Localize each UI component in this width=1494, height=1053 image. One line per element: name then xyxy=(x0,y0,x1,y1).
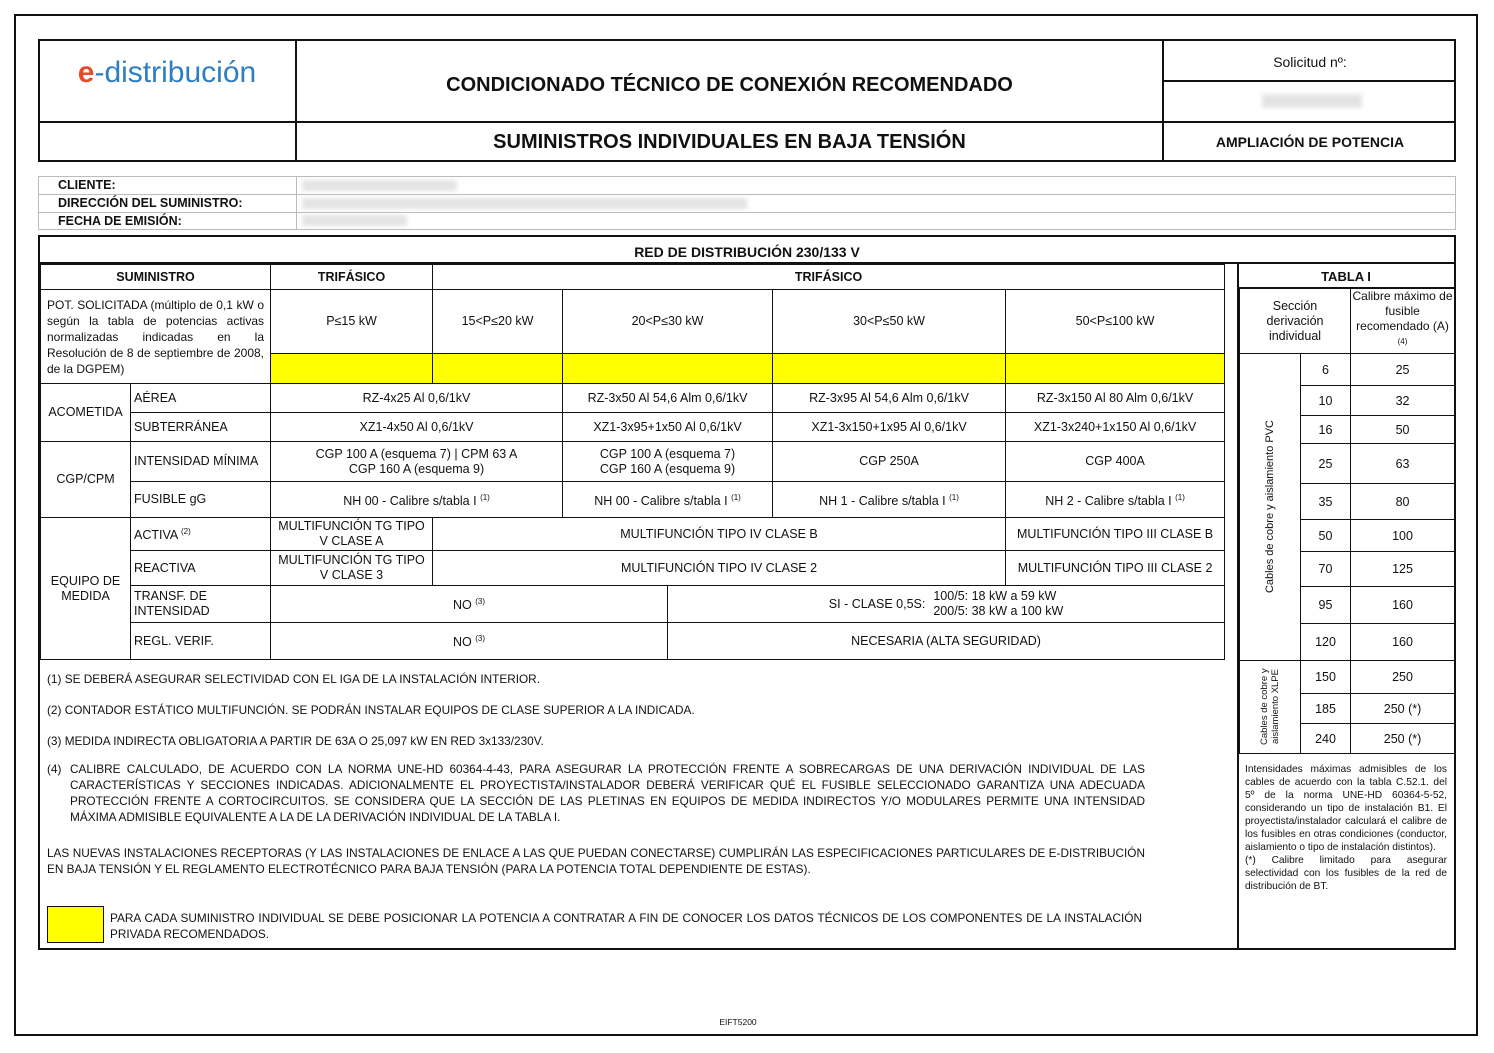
tabla-cell: 160 xyxy=(1351,587,1455,624)
fus-text: NH 00 - Calibre s/tabla I xyxy=(594,494,728,509)
tabla-note-text: Intensidades máximas admisibles de los cables de acuerdo con la tabla C.52.1. del 5º de la norma UNE-HD 60364-5-52, considerando un tipo de instalación B1. El proyectista/instalador calculará el calibre de los fusibles en otras condiciones (conductor, aislamiento o tipo de instalación distintos). xyxy=(1245,764,1447,853)
tabla-cell: 250 xyxy=(1351,661,1455,694)
direccion-label: DIRECCIÓN DEL SUMINISTRO: xyxy=(58,196,243,210)
fusible-value xyxy=(271,482,563,518)
activa-label xyxy=(131,518,271,551)
footnote-ref: (2) xyxy=(181,527,191,537)
cgp-label: CGP/CPM xyxy=(41,442,131,518)
tabla-cell: 150 xyxy=(1301,661,1351,694)
tabla-cell: 16 xyxy=(1301,416,1351,444)
activa-value: MULTIFUNCIÓN TIPO III CLASE B xyxy=(1006,518,1225,551)
tabla-cell: 250 (*) xyxy=(1351,724,1455,754)
aerea-value: RZ-3x95 Al 54,6 Alm 0,6/1kV xyxy=(773,384,1006,413)
footnote-ref: (3) xyxy=(475,597,486,607)
intensidad-value-3: CGP 250A xyxy=(773,442,1006,482)
footnote-ref: (1) xyxy=(480,492,490,502)
power-select-cell[interactable] xyxy=(563,354,773,384)
request-type: AMPLIACIÓN DE POTENCIA xyxy=(1215,134,1405,150)
intensidad-value-4: CGP 400A xyxy=(1006,442,1225,482)
no-text: NO xyxy=(453,635,472,650)
aerea-value: RZ-3x50 Al 54,6 Alm 0,6/1kV xyxy=(563,384,773,413)
aerea-label: AÉREA xyxy=(131,384,271,413)
pvc-label: Cables de cobre y aislamiento PVC xyxy=(1264,420,1276,594)
intensidad-value-2 xyxy=(563,442,773,482)
tabla-cell: 100 xyxy=(1351,520,1455,552)
power-select-cell[interactable] xyxy=(1006,354,1225,384)
reactiva-value: MULTIFUNCIÓN TG TIPO V CLASE 3 xyxy=(271,551,433,586)
note-4: CALIBRE CALCULADO, DE ACUERDO CON LA NORMA UNE-HD 60364-4-43, PARA ASEGURAR LA PROTECCIÓN FRENTE A SOBRECARGAS DE UNA DERIVACIÓN INDIVIDUAL DE LAS CARACTERÍSTICAS Y SECCIONES INDICADAS. ADICIONALMENTE EL PROYECTISTA/INSTALADOR DEBERÁ VERIFICAR QUÉ EL FUSIBLE SELECCIONADO GARANTIZA UNA ADECUADA PROTECCIÓN FRENTE A CORTOCIRCUITOS. SE CONSIDERA QUE LA SECCIÓN DE LAS PLETINAS EN EQUIPOS DE MEDIDA INDIRECTOS Y/O MODULARES PERMITE UNA INTENSIDAD MÁXIMA ADMISIBLE EQUIVALENTE A LA DE LA DERIVACIÓN INDIVIDUAL DE LA TABLA I. xyxy=(70,762,1145,824)
document-title: CONDICIONADO TÉCNICO DE CONEXIÓN RECOMENDADO xyxy=(446,73,1013,96)
fecha-label: FECHA DE EMISIÓN: xyxy=(58,214,182,228)
int-line: CGP 100 A (esquema 7) xyxy=(599,446,736,461)
tabla-col1: Sección derivación individual xyxy=(1240,289,1351,354)
si-clase: SI - CLASE 0,5S: xyxy=(828,596,926,611)
note-nuevas: LAS NUEVAS INSTALACIONES RECEPTORAS (Y LAS INSTALACIONES DE ENLACE A LAS QUE PUEDAN CONECTARSE) CUMPLIRÁN LAS ESPECIFICACIONES PARTICULARES DE E-DISTRIBUCIÓN EN BAJA TENSIÓN Y EL REGLAMENTO ELECTROTÉCNICO PARA BAJA TENSIÓN (PARA LA POTENCIA TOTAL DEPENDIENTE DE ESTAS). xyxy=(47,846,1145,876)
fusible-value xyxy=(773,482,1006,518)
transf-si xyxy=(668,586,1225,623)
tabla-cell: 160 xyxy=(1351,624,1455,661)
tabla-cell: 250 (*) xyxy=(1351,694,1455,724)
range-p15: P≤15 kW xyxy=(271,290,433,354)
footnote-ref: (4) xyxy=(1397,337,1408,346)
footnote-ref: (1) xyxy=(731,492,741,502)
col-trifasico-1: TRIFÁSICO xyxy=(271,265,433,290)
regl-no xyxy=(271,623,668,660)
pvc-group xyxy=(1240,354,1301,661)
tabla-col2-text: Calibre máximo de fusible recomendado (A) xyxy=(1352,289,1453,333)
tabla-cell: 95 xyxy=(1301,587,1351,624)
tabla-cell: 10 xyxy=(1301,386,1351,416)
aerea-value: RZ-4x25 Al 0,6/1kV xyxy=(271,384,563,413)
si-line: 200/5: 38 kW a 100 kW xyxy=(933,604,1064,618)
tabla-cell: 35 xyxy=(1301,484,1351,520)
xlpe-group xyxy=(1240,661,1301,754)
reactiva-value: MULTIFUNCIÓN TIPO III CLASE 2 xyxy=(1006,551,1225,586)
note-4-num: (4) xyxy=(47,762,62,776)
si-line: 100/5: 18 kW a 59 kW xyxy=(933,589,1057,603)
range-p30: 20<P≤30 kW xyxy=(563,290,773,354)
footnote-ref: (3) xyxy=(475,634,486,644)
tabla-cell: 25 xyxy=(1351,354,1455,386)
direccion-value-redacted xyxy=(302,198,747,209)
tabla-note-star: (*) Calibre limitado para asegurar selectividad con los fusibles de la red de distribución de BT. xyxy=(1245,855,1447,892)
tabla-cell: 25 xyxy=(1301,444,1351,484)
pot-solicitada-label: POT. SOLICITADA (múltiplo de 0,1 kW o según la tabla de potencias activas normalizadas indicadas en la Resolución de 8 de septiembre de 2008, de la DGPEM) xyxy=(41,290,271,384)
tabla-note xyxy=(1245,763,1447,893)
intensidad-value-1 xyxy=(271,442,563,482)
logo-text: -distribución xyxy=(94,56,257,89)
subt-value: XZ1-4x50 Al 0,6/1kV xyxy=(271,413,563,442)
tabla-cell: 6 xyxy=(1301,354,1351,386)
tabla-cell: 50 xyxy=(1301,520,1351,552)
fus-text: NH 1 - Calibre s/tabla I xyxy=(819,494,946,509)
footnote-ref: (1) xyxy=(1175,492,1185,502)
subt-value: XZ1-3x240+1x150 Al 0,6/1kV xyxy=(1006,413,1225,442)
tabla-cell: 32 xyxy=(1351,386,1455,416)
regl-label: REGL. VERIF. xyxy=(131,623,271,660)
tabla-cell: 125 xyxy=(1351,552,1455,587)
tabla-cell: 50 xyxy=(1351,416,1455,444)
fusible-value xyxy=(563,482,773,518)
int-line: CGP 160 A (esquema 9) xyxy=(599,461,736,476)
col-trifasico-2: TRIFÁSICO xyxy=(433,265,1225,290)
client-info-block xyxy=(38,176,1456,230)
solicitud-label: Solicitud nº: xyxy=(1273,54,1347,70)
logo-e: e xyxy=(77,56,95,89)
network-table xyxy=(40,264,1225,660)
range-p50: 30<P≤50 kW xyxy=(773,290,1006,354)
tabla-i xyxy=(1239,288,1455,754)
fecha-value-redacted xyxy=(302,215,407,226)
xlpe-label: Cables de cobre y aislamiento XLPE xyxy=(1259,668,1281,746)
reactiva-value: MULTIFUNCIÓN TIPO IV CLASE 2 xyxy=(433,551,1006,586)
client-divider xyxy=(296,176,297,230)
acometida-label: ACOMETIDA xyxy=(41,384,131,442)
tabla-cell: 63 xyxy=(1351,444,1455,484)
power-select-cell[interactable] xyxy=(271,354,433,384)
reactiva-label: REACTIVA xyxy=(131,551,271,586)
int-line: CGP 160 A (esquema 9) xyxy=(348,461,485,476)
note-1: (1) SE DEBERÁ ASEGURAR SELECTIVIDAD CON EL IGA DE LA INSTALACIÓN INTERIOR. xyxy=(47,672,540,686)
logo xyxy=(40,48,294,98)
range-p20: 15<P≤20 kW xyxy=(433,290,563,354)
power-select-cell[interactable] xyxy=(773,354,1006,384)
cliente-label: CLIENTE: xyxy=(58,178,116,192)
transf-no xyxy=(271,586,668,623)
tabla-cell: 70 xyxy=(1301,552,1351,587)
note-3: (3) MEDIDA INDIRECTA OBLIGATORIA A PARTIR DE 63A O 25,097 kW EN RED 3x133/230V. xyxy=(47,734,544,748)
equipo-label: EQUIPO DE MEDIDA xyxy=(41,518,131,660)
aerea-value: RZ-3x150 Al 80 Alm 0,6/1kV xyxy=(1006,384,1225,413)
transf-label: TRANSF. DE INTENSIDAD xyxy=(131,586,271,623)
fus-text: NH 2 - Calibre s/tabla I xyxy=(1045,494,1172,509)
document-subtitle: SUMINISTROS INDIVIDUALES EN BAJA TENSIÓN xyxy=(493,131,966,153)
tabla-cell: 120 xyxy=(1301,624,1351,661)
cliente-value-redacted xyxy=(302,180,457,191)
power-select-cell[interactable] xyxy=(433,354,563,384)
range-p100: 50<P≤100 kW xyxy=(1006,290,1225,354)
footnote-ref: (1) xyxy=(949,492,959,502)
note-2: (2) CONTADOR ESTÁTICO MULTIFUNCIÓN. SE PODRÁN INSTALAR EQUIPOS DE CLASE SUPERIOR A LA INDICADA. xyxy=(47,703,695,717)
tabla-col2 xyxy=(1351,289,1455,354)
tabla-cell: 240 xyxy=(1301,724,1351,754)
tabla-cell: 185 xyxy=(1301,694,1351,724)
client-divider xyxy=(38,194,1456,195)
no-text: NO xyxy=(453,598,472,613)
solicitud-value-redacted xyxy=(1262,94,1362,108)
subt-value: XZ1-3x150+1x95 Al 0,6/1kV xyxy=(773,413,1006,442)
int-line: CGP 100 A (esquema 7) | CPM 63 A xyxy=(315,446,518,461)
subt-value: XZ1-3x95+1x50 Al 0,6/1kV xyxy=(563,413,773,442)
legend-text: PARA CADA SUMINISTRO INDIVIDUAL SE DEBE POSICIONAR LA POTENCIA A CONTRATAR A FIN DE CONOCER LOS DATOS TÉCNICOS DE LOS COMPONENTES DE LA INSTALACIÓN PRIVADA RECOMENDADOS. xyxy=(110,911,1142,941)
header-divider xyxy=(1162,80,1456,82)
subterranea-label: SUBTERRÁNEA xyxy=(131,413,271,442)
footer-code: EIFT5200 xyxy=(719,1017,757,1027)
activa-text: ACTIVA xyxy=(134,528,178,543)
regl-necesaria: NECESARIA (ALTA SEGURIDAD) xyxy=(668,623,1225,660)
activa-value: MULTIFUNCIÓN TIPO IV CLASE B xyxy=(433,518,1006,551)
activa-value: MULTIFUNCIÓN TG TIPO V CLASE A xyxy=(271,518,433,551)
col-suministro: SUMINISTRO xyxy=(41,265,271,290)
fusible-value xyxy=(1006,482,1225,518)
tabla-cell: 80 xyxy=(1351,484,1455,520)
tabla-title: TABLA I xyxy=(1321,269,1371,284)
network-title: RED DE DISTRIBUCIÓN 230/133 V xyxy=(634,244,860,260)
intensidad-label: INTENSIDAD MÍNIMA xyxy=(131,442,271,482)
client-divider xyxy=(38,212,1456,213)
fus-text: NH 00 - Calibre s/tabla I xyxy=(343,494,477,509)
fusible-label: FUSIBLE gG xyxy=(131,482,271,518)
legend-swatch xyxy=(47,906,104,943)
